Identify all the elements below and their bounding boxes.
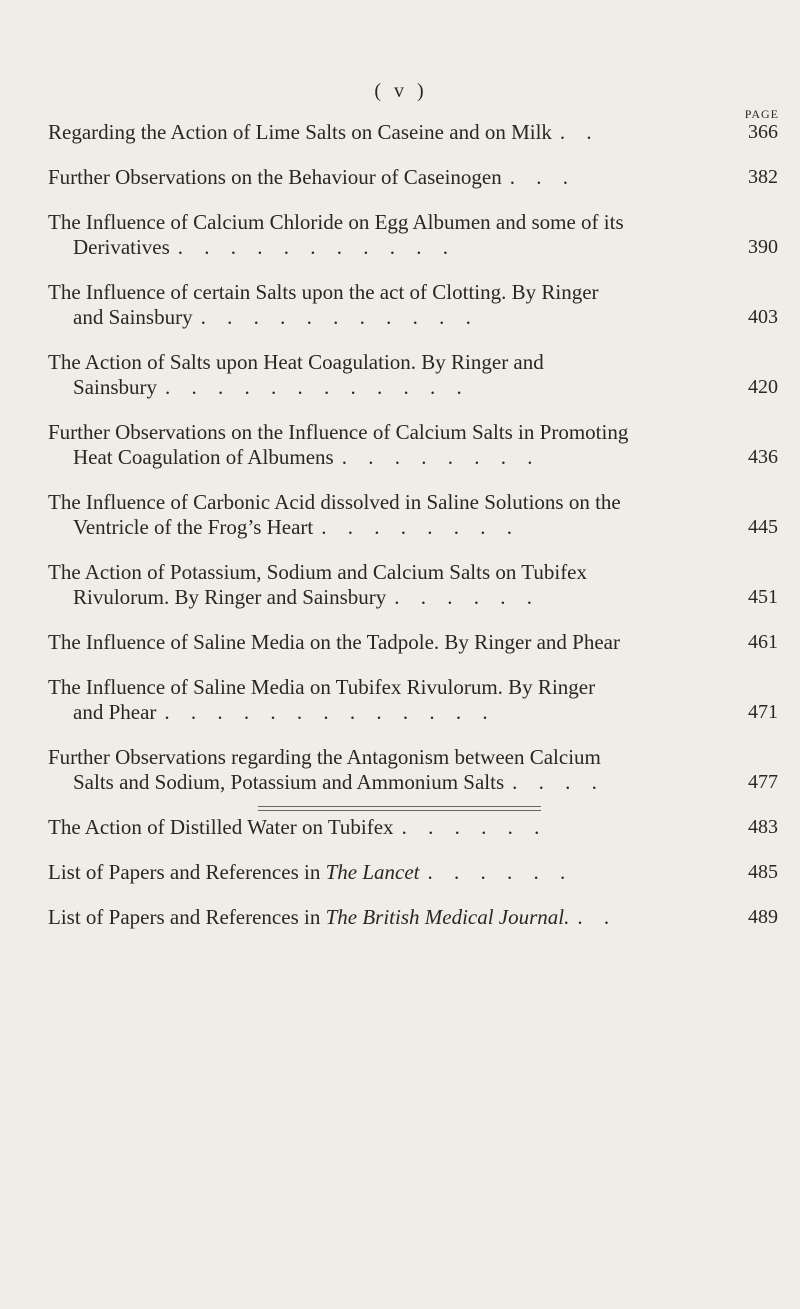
entry-page-number: 420: [748, 376, 778, 398]
entry-page-number: 451: [748, 586, 778, 608]
leader-dots: . . . . . .: [427, 860, 574, 884]
toc-entry: [48, 630, 778, 655]
entry-title-continued: Sainsbury: [73, 375, 157, 399]
entry-title: The Influence of Saline Media on the Tadpole. By Ringer and Phear: [48, 630, 620, 654]
entry-page-number: 390: [748, 236, 778, 258]
entry-title-continued: Rivulorum. By Ringer and Sainsbury: [73, 585, 387, 609]
leader-dots: . . . .: [512, 770, 605, 794]
entry-page-number: 403: [748, 306, 778, 328]
page-column-header: PAGE: [744, 107, 779, 121]
leader-dots: . .: [577, 905, 618, 929]
toc-entry: [48, 420, 778, 470]
toc-entry: [48, 560, 778, 610]
entry-title: The Influence of certain Salts upon the act of Clotting. By Ringer: [48, 280, 599, 304]
toc-entry: [48, 905, 778, 930]
entry-page-number: 382: [748, 166, 778, 188]
leader-dots: . . . . . . . . . . .: [200, 305, 479, 329]
toc-entry: [48, 350, 778, 400]
leader-dots: . . . . . . . . . . .: [177, 235, 457, 259]
table-of-contents: [48, 120, 778, 950]
toc-entry: [48, 120, 778, 145]
entry-title: The Influence of Calcium Chloride on Egg Albumen and some of its: [48, 210, 624, 234]
entry-title-continued: Heat Coagulation of Albumens: [73, 445, 334, 469]
entry-page-number: 461: [748, 631, 778, 653]
entry-title: List of Papers and References in: [48, 860, 326, 884]
entry-title: The Action of Potassium, Sodium and Calcium Salts on Tubifex: [48, 560, 588, 584]
entry-page-number: 489: [748, 906, 778, 928]
entry-title: List of Papers and References in: [48, 905, 326, 929]
entry-title-continued: Salts and Sodium, Potassium and Ammonium Salts: [73, 770, 505, 794]
toc-entry: [48, 490, 778, 540]
entry-page-number: 366: [748, 121, 778, 143]
leader-dots: . . . . . .: [394, 585, 540, 609]
entry-page-number: 477: [748, 771, 778, 793]
entry-title: Regarding the Action of Lime Salts on Caseine and on Milk: [48, 120, 552, 144]
entry-page-number: 471: [748, 701, 778, 723]
entry-page-number: 436: [748, 446, 778, 468]
entry-title: Further Observations on the Behaviour of Caseinogen: [48, 165, 502, 189]
toc-entry: [48, 280, 778, 330]
toc-entry: [48, 165, 778, 190]
entry-title: Further Observations on the Influence of Calcium Salts in Promoting: [48, 420, 629, 444]
toc-entry: [48, 815, 778, 840]
entry-title: The Action of Salts upon Heat Coagulation. By Ringer and: [48, 350, 544, 374]
page-number: ( v ): [374, 80, 426, 102]
leader-dots: . . .: [509, 165, 576, 189]
entry-page-number: 483: [748, 816, 778, 838]
entry-title-continued: and Sainsbury: [73, 305, 193, 329]
entry-title: The Action of Distilled Water on Tubifex: [48, 815, 394, 839]
entry-title: Further Observations regarding the Antagonism between Calcium: [48, 745, 601, 769]
leader-dots: . . . . . .: [401, 815, 548, 839]
closing-rule: [258, 810, 541, 811]
closing-rule: [258, 806, 541, 807]
leader-dots: . . . . . . . . . . . .: [165, 375, 470, 399]
entry-title-continued: and Phear: [73, 700, 157, 724]
toc-entry: [48, 210, 778, 260]
leader-dots: . . . . . . . .: [341, 445, 541, 469]
toc-entry: [48, 745, 778, 795]
toc-entry: [48, 860, 778, 885]
entry-page-number: 445: [748, 516, 778, 538]
leader-dots: . .: [559, 120, 600, 144]
entry-title: The Influence of Carbonic Acid dissolved in Saline Solutions on the: [48, 490, 621, 514]
leader-dots: . . . . . . . .: [321, 515, 521, 539]
entry-page-number: 485: [748, 861, 778, 883]
leader-dots: . . . . . . . . . . . . .: [164, 700, 496, 724]
entry-title-continued: Ventricle of the Frog’s Heart: [73, 515, 314, 539]
entry-title-continued: Derivatives: [73, 235, 170, 259]
entry-title: The Influence of Saline Media on Tubifex Rivulorum. By Ringer: [48, 675, 596, 699]
journal-title: The British Medical Journal.: [325, 905, 570, 929]
toc-entry: [48, 675, 778, 725]
journal-title: The Lancet: [325, 860, 420, 884]
